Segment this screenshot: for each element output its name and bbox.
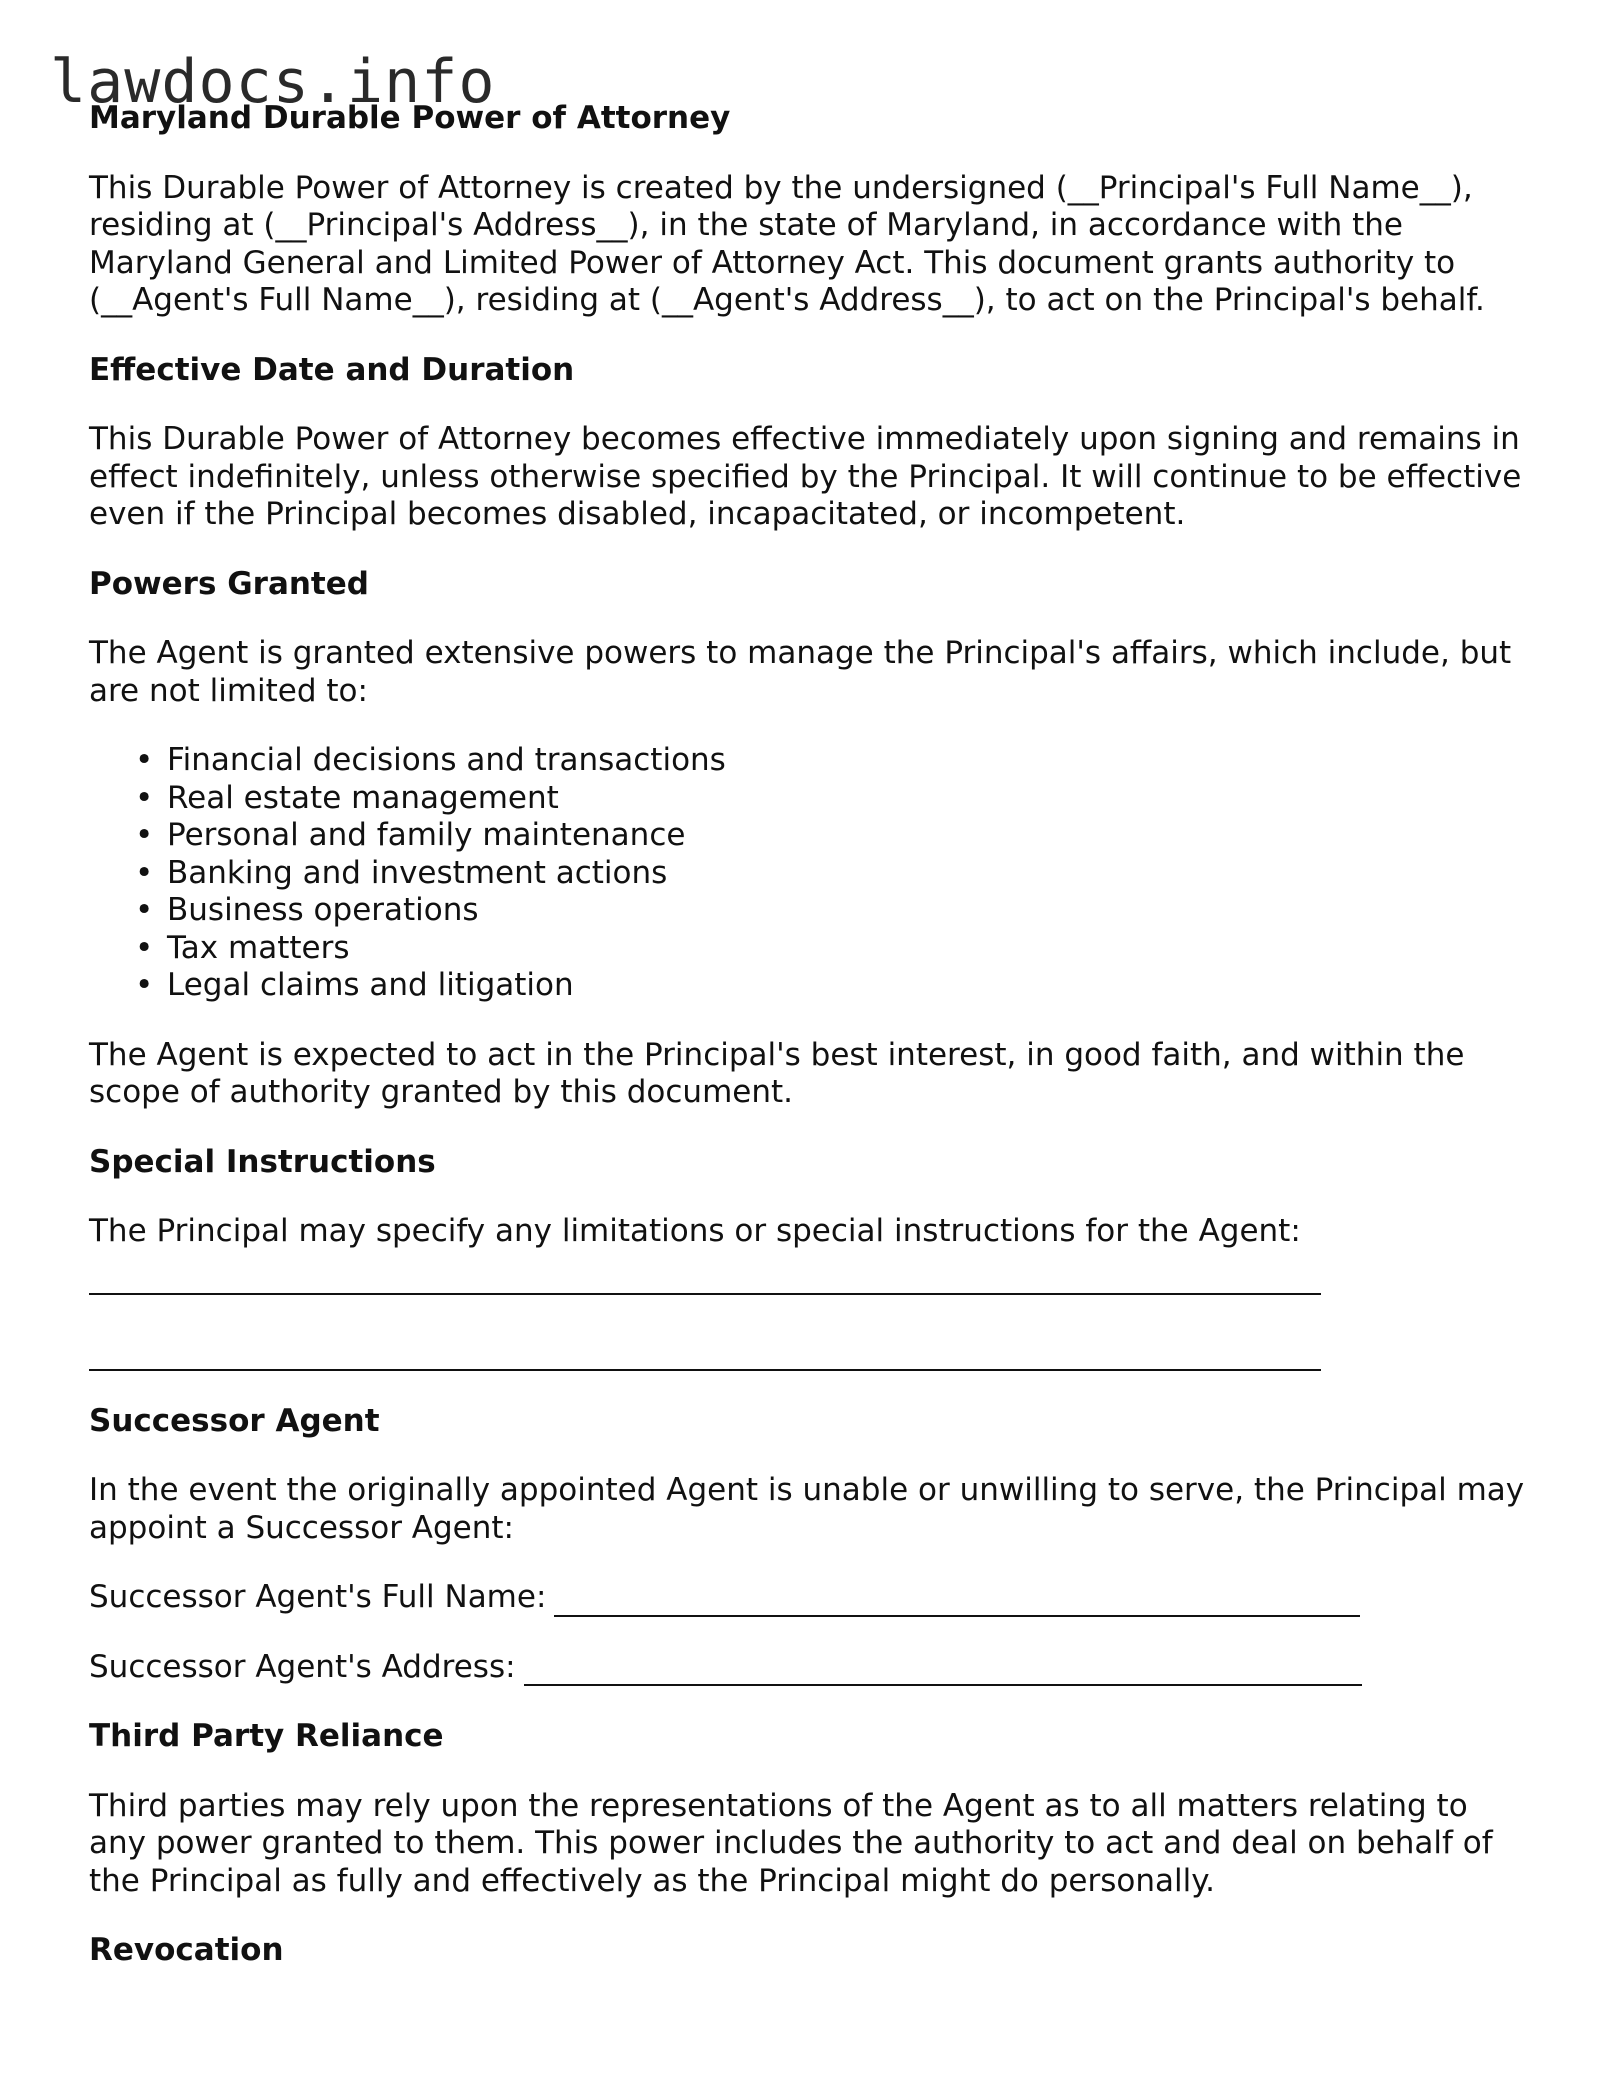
third-party-reliance-paragraph: Third parties may rely upon the representations of the Agent as to all matters relating to any power granted to them. This power includes the authority to act and deal on behalf of the Principal as fully and effectively as the Principal might do personally. xyxy=(89,1787,1493,1899)
bullet-icon: • xyxy=(135,929,154,966)
heading-revocation: Revocation xyxy=(89,1932,284,1968)
document-title: Maryland Durable Power of Attorney xyxy=(89,100,731,136)
heading-powers-granted: Powers Granted xyxy=(89,565,369,602)
list-item-text: Personal and family maintenance xyxy=(167,817,686,853)
list-item-text: Financial decisions and transactions xyxy=(167,742,726,778)
special-instructions-paragraph: The Principal may specify any limitations or special instructions for the Agent: xyxy=(89,1213,1301,1249)
bullet-icon: • xyxy=(135,742,154,778)
heading-successor-agent: Successor Agent xyxy=(89,1402,380,1439)
powers-granted-paragraph: The Agent is granted extensive powers to manage the Principal's affairs, which include, but are not limited to: xyxy=(89,635,1512,709)
successor-name-label: Successor Agent's Full Name: xyxy=(89,1579,547,1615)
list-item xyxy=(135,929,1529,968)
powers-list xyxy=(89,742,1529,1005)
bullet-icon: • xyxy=(135,967,154,1003)
bullet-icon: • xyxy=(135,854,154,891)
successor-address-field[interactable] xyxy=(524,1654,1362,1686)
heading-third-party-reliance: Third Party Reliance xyxy=(89,1718,444,1754)
bullet-icon: • xyxy=(135,779,154,816)
list-item-text: Real estate management xyxy=(167,779,559,816)
bullet-icon: • xyxy=(135,892,154,928)
list-item-text: Business operations xyxy=(167,892,479,928)
list-item xyxy=(135,967,1529,1005)
special-instructions-line-2[interactable] xyxy=(89,1333,1321,1371)
list-item-text: Legal claims and litigation xyxy=(167,967,574,1003)
watermark-logo: lawdocs.info xyxy=(50,47,496,117)
heading-special-instructions: Special Instructions xyxy=(89,1143,436,1180)
intro-paragraph: This Durable Power of Attorney is created by the undersigned (__Principal's Full Name__), residing at (__Principal's Address__), in the state of Maryland, in accordance with the Maryland General and Limited Power of Attorney Act. This document grants authority to (__Agent's Full Name__), residing at (__Agent's Address__), to act on the Principal's behalf. xyxy=(89,169,1485,318)
successor-name-field[interactable] xyxy=(554,1585,1360,1617)
successor-address-label: Successor Agent's Address: xyxy=(89,1648,516,1685)
document-body xyxy=(89,100,1529,1970)
list-item-text: Tax matters xyxy=(167,929,350,966)
list-item xyxy=(135,779,1529,818)
successor-name-row xyxy=(89,1579,1529,1617)
effective-date-paragraph: This Durable Power of Attorney becomes effective immediately upon signing and remains in effect indefinitely, unless otherwise specified by the Principal. It will continue to be effective even if the Principal becomes disabled, incapacitated, or incompetent. xyxy=(89,421,1522,532)
bullet-icon: • xyxy=(135,817,154,853)
list-item xyxy=(135,742,1529,780)
special-instructions-line-1[interactable] xyxy=(89,1257,1321,1295)
list-item xyxy=(135,817,1529,855)
successor-address-row xyxy=(89,1649,1529,1687)
powers-closing-paragraph: The Agent is expected to act in the Principal's best interest, in good faith, and within the scope of authority granted by this document. xyxy=(89,1036,1465,1110)
heading-effective-date: Effective Date and Duration xyxy=(89,351,575,388)
list-item-text: Banking and investment actions xyxy=(167,854,668,891)
list-item xyxy=(135,854,1529,893)
list-item xyxy=(135,892,1529,930)
successor-agent-paragraph: In the event the originally appointed Agent is unable or unwilling to serve, the Principal may appoint a Successor Agent: xyxy=(89,1472,1525,1546)
